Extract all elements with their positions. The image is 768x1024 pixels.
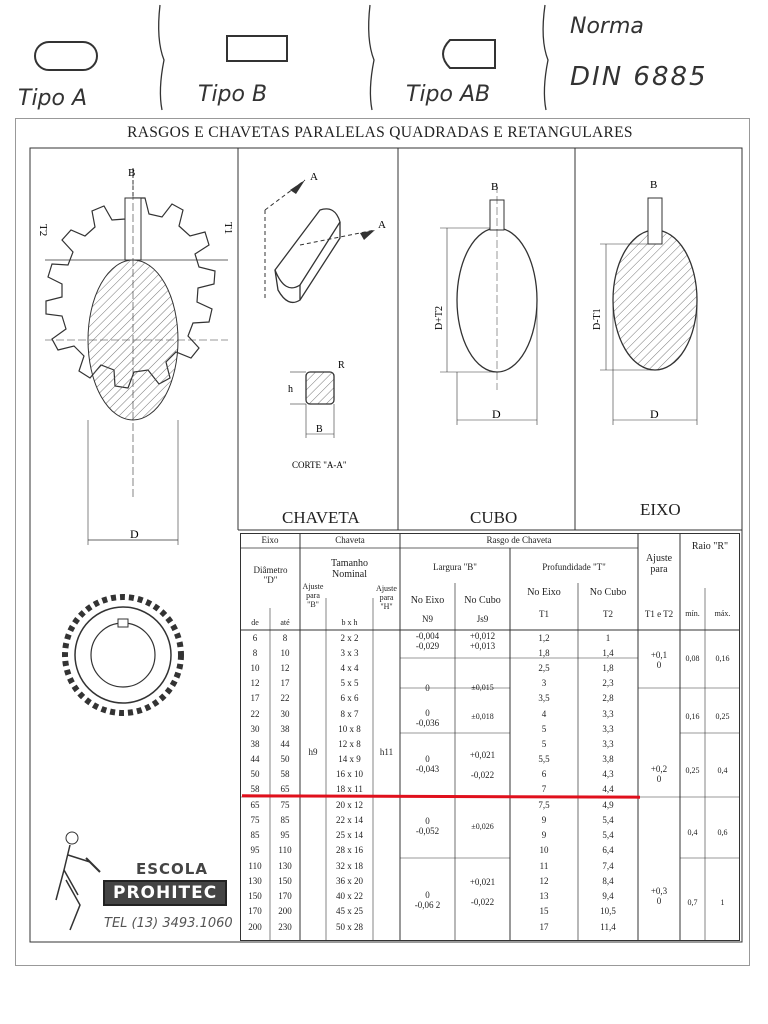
cell-de: 85 (250, 830, 260, 840)
cell-t2: 5,4 (602, 830, 614, 840)
cell-t1: 4 (541, 709, 547, 719)
th-t1: T1 (539, 609, 549, 619)
cell-de: 30 (250, 724, 260, 734)
cell-de: 17 (250, 693, 260, 703)
cell-bh: 8 x 7 (340, 709, 359, 719)
th-t2: T2 (603, 609, 613, 619)
gear-d-label: D (130, 527, 139, 541)
cell-t2: 5,4 (602, 815, 614, 825)
cell-t2: 11,4 (600, 922, 616, 932)
cell-t2: 7,4 (602, 861, 614, 871)
th-largura: Largura "B" (433, 562, 477, 572)
gear-b-label: B (128, 167, 136, 179)
cell-h9: h9 (308, 747, 318, 757)
cell-de: 150 (248, 891, 262, 901)
cell-js9-g1: +0,012 +0,013 (469, 631, 496, 651)
cell-t1: 2,5 (538, 663, 550, 673)
din-label: DIN 6885 (570, 62, 708, 92)
key-b-label: B (316, 424, 323, 435)
cell-de: 58 (250, 784, 260, 794)
th-rasgo: Rasgo de Chaveta (486, 535, 552, 545)
cell-t1: 5,5 (538, 754, 550, 764)
cell-ate: 65 (280, 784, 290, 794)
cell-h11: h11 (379, 747, 394, 757)
cell-rmin-g3: 0,16 (685, 712, 700, 721)
cell-t1: 1,8 (538, 648, 550, 658)
cell-t1: 9 (541, 830, 547, 840)
th-no-eixo-1: No Eixo (410, 595, 445, 606)
cell-n9-g3: 0 -0,036 (415, 708, 440, 728)
cell-t1: 13 (539, 891, 549, 901)
corte-label: CORTE "A-A" (292, 460, 347, 470)
hub-b-label: B (491, 181, 499, 193)
cell-t2: 8,4 (602, 876, 614, 886)
small-gear-drawing (65, 597, 181, 713)
hub-d-label: D (492, 407, 501, 421)
th-t1-t2: T1 e T2 (644, 609, 674, 619)
th-ajuste-h: Ajuste para "H" (376, 584, 397, 611)
cell-bh: 3 x 3 (340, 648, 359, 658)
cell-ate: 95 (280, 830, 290, 840)
th-raio: Raio "R" (691, 541, 729, 552)
cell-bh: 40 x 22 (336, 891, 363, 901)
cell-bh: 28 x 16 (336, 845, 363, 855)
cell-ate: 22 (280, 693, 290, 703)
logo-phone: TEL (13) 3493.1060 (104, 916, 233, 931)
cell-bh: 14 x 9 (338, 754, 361, 764)
cell-rmax-g6: 1 (720, 898, 725, 907)
key-section-drawing (290, 372, 334, 438)
cell-t2: 1,4 (602, 648, 614, 658)
cell-t2: 9,4 (602, 891, 614, 901)
th-no-cubo-2: No Cubo (589, 587, 627, 598)
cell-ate: 200 (278, 906, 292, 916)
cell-t2: 10,5 (600, 906, 616, 916)
cell-t1: 10 (539, 845, 549, 855)
cell-t1: 1,2 (538, 633, 550, 643)
tipo-a-label: Tipo A (18, 86, 88, 111)
cell-bh: 22 x 14 (336, 815, 363, 825)
th-diametro: Diâmetro "D" (253, 565, 288, 585)
cell-bh: 50 x 28 (336, 922, 363, 932)
hub-dt2-label: D+T2 (434, 306, 445, 330)
key-a2-label: A (378, 219, 386, 231)
cell-t2: 1 (605, 633, 611, 643)
cell-bh: 2 x 2 (340, 633, 359, 643)
page-title: RASGOS E CHAVETAS PARALELAS QUADRADAS E RETANGULARES (127, 124, 633, 141)
th-ajuste-b: Ajuste para "B" (302, 582, 324, 609)
cell-adj-g6: +0,3 0 (650, 886, 668, 906)
th-ate: até (280, 618, 290, 627)
section-eixo: EIXO (640, 500, 681, 519)
th-js9: Js9 (476, 614, 489, 624)
cell-rmax-g1: 0,16 (715, 654, 730, 663)
cell-t1: 3,5 (538, 693, 550, 703)
cell-de: 65 (250, 800, 260, 810)
cell-ate: 58 (280, 769, 290, 779)
cell-ate: 30 (280, 709, 290, 719)
cell-de: 10 (250, 663, 260, 673)
th-max: máx. (714, 609, 731, 618)
cell-de: 110 (248, 861, 262, 871)
cell-ate: 130 (278, 861, 292, 871)
cell-ate: 17 (280, 678, 290, 688)
cell-ate: 44 (280, 739, 290, 749)
cell-n9-g4: 0 -0,043 (415, 754, 440, 774)
th-chaveta: Chaveta (335, 535, 365, 545)
cell-ate: 38 (280, 724, 290, 734)
cell-rmin-g6: 0,7 (687, 898, 698, 907)
shaft-drawing (600, 198, 697, 425)
cell-bh: 25 x 14 (336, 830, 363, 840)
cell-t2: 4,4 (602, 784, 614, 794)
cell-t2: 3,8 (602, 754, 614, 764)
cell-ate: 170 (278, 891, 292, 901)
shaft-dt1-label: D-T1 (592, 308, 603, 330)
cell-bh: 5 x 5 (340, 678, 359, 688)
cell-js9-g4: +0,021 -0,022 (469, 750, 496, 780)
cell-ate: 85 (280, 815, 290, 825)
cell-t2: 4,3 (602, 769, 614, 779)
shaft-b-label: B (650, 179, 658, 191)
cell-de: 50 (250, 769, 260, 779)
cell-t1: 12 (539, 876, 549, 886)
key-dimensions-table (240, 533, 740, 941)
cell-bh: 6 x 6 (340, 693, 359, 703)
cell-bh: 10 x 8 (338, 724, 361, 734)
cell-rmax-g5: 0,6 (717, 828, 728, 837)
cell-rmax-g4: 0,4 (717, 766, 728, 775)
cell-ate: 12 (280, 663, 290, 673)
key-h-label: h (288, 384, 293, 395)
cell-rmin-g5: 0,4 (687, 828, 698, 837)
tipo-ab-label: Tipo AB (406, 82, 491, 107)
cell-bh: 32 x 18 (336, 861, 363, 871)
cell-ate: 75 (280, 800, 290, 810)
logo-escola: ESCOLA (136, 860, 208, 878)
cell-ate: 50 (280, 754, 290, 764)
cell-de: 130 (248, 876, 262, 886)
cell-t2: 1,8 (602, 663, 614, 673)
cell-de: 95 (250, 845, 260, 855)
th-no-eixo-2: No Eixo (527, 587, 561, 598)
cell-bh: 45 x 25 (336, 906, 363, 916)
cell-n9-g5: 0 -0,052 (415, 816, 440, 836)
cell-n9-g1: -0,004 -0,029 (415, 631, 440, 651)
cell-t2: 6,4 (602, 845, 614, 855)
th-bh: b x h (341, 618, 358, 627)
cell-js9-g2: ±0,015 (471, 683, 494, 692)
th-no-cubo-1: No Cubo (464, 595, 501, 606)
cell-bh: 12 x 8 (338, 739, 361, 749)
cell-de: 6 (252, 633, 258, 643)
th-min: mín. (685, 609, 700, 618)
cell-t1: 5 (541, 724, 547, 734)
th-ajuste-t: Ajuste para (645, 553, 673, 575)
cell-t2: 3,3 (602, 724, 614, 734)
cell-t1: 15 (539, 906, 549, 916)
cell-bh: 36 x 20 (336, 876, 363, 886)
cell-t2: 2,3 (602, 678, 614, 688)
th-tamanho: Tamanho Nominal (330, 558, 369, 580)
cell-t2: 4,9 (602, 800, 614, 810)
th-n9: N9 (422, 614, 433, 624)
cell-de: 22 (250, 709, 260, 719)
cell-rmin-g1: 0,08 (685, 654, 700, 663)
cell-adj-g1: +0,1 0 (650, 650, 668, 670)
cell-t2: 2,8 (602, 693, 614, 703)
cell-t1: 5 (541, 739, 547, 749)
cell-js9-g6: +0,021 -0,022 (469, 877, 496, 907)
cell-ate: 150 (278, 876, 292, 886)
cell-t1: 6 (541, 769, 547, 779)
cell-bh: 20 x 12 (336, 800, 363, 810)
th-profundidade: Profundidade "T" (542, 562, 606, 572)
cell-bh: 16 x 10 (336, 769, 363, 779)
cell-t1: 7 (541, 784, 547, 794)
cell-de: 38 (250, 739, 260, 749)
key-r-label: R (338, 360, 345, 371)
key-a1-label: A (310, 171, 318, 183)
cell-t2: 3,3 (602, 739, 614, 749)
cell-t1: 7,5 (538, 800, 550, 810)
th-de: de (251, 618, 259, 627)
section-chaveta: CHAVETA (282, 508, 360, 527)
cell-de: 200 (248, 922, 262, 932)
gear-t2-label: T2 (37, 224, 49, 237)
cell-rmax-g3: 0,25 (715, 712, 730, 721)
cell-t1: 9 (541, 815, 547, 825)
gear-drawing (45, 168, 228, 545)
cell-ate: 230 (278, 922, 292, 932)
key-3d-drawing (265, 180, 375, 302)
logo-name: PROHITEC (103, 880, 227, 906)
cell-rmin-g4: 0,25 (685, 766, 700, 775)
cell-t1: 3 (541, 678, 547, 688)
cell-t2: 3,3 (602, 709, 614, 719)
cell-bh: 4 x 4 (340, 663, 359, 673)
norma-label: Norma (570, 14, 644, 39)
tipo-b-label: Tipo B (198, 82, 268, 107)
cell-ate: 10 (280, 648, 290, 658)
cell-n9-g2: 0 (425, 683, 430, 693)
section-cubo: CUBO (470, 508, 518, 527)
cell-ate: 8 (282, 633, 288, 643)
th-eixo: Eixo (261, 535, 279, 545)
shaft-d-label: D (650, 407, 659, 421)
cell-de: 170 (248, 906, 262, 916)
cell-t1: 17 (539, 922, 549, 932)
cell-js9-g5: ±0,026 (471, 822, 494, 831)
hub-drawing (440, 185, 537, 425)
mascot-figure (56, 832, 100, 930)
cell-t1: 11 (539, 861, 549, 871)
cell-bh: 18 x 11 (336, 784, 363, 794)
cell-n9-g6: 0 -0,06 2 (414, 890, 441, 910)
cell-adj-g4: +0,2 0 (650, 764, 668, 784)
cell-de: 8 (252, 648, 258, 658)
cell-js9-g3: ±0,018 (471, 712, 494, 721)
cell-de: 12 (250, 678, 260, 688)
gear-t1-label: T1 (222, 222, 234, 235)
cell-de: 44 (250, 754, 260, 764)
cell-de: 75 (250, 815, 260, 825)
cell-ate: 110 (278, 845, 292, 855)
